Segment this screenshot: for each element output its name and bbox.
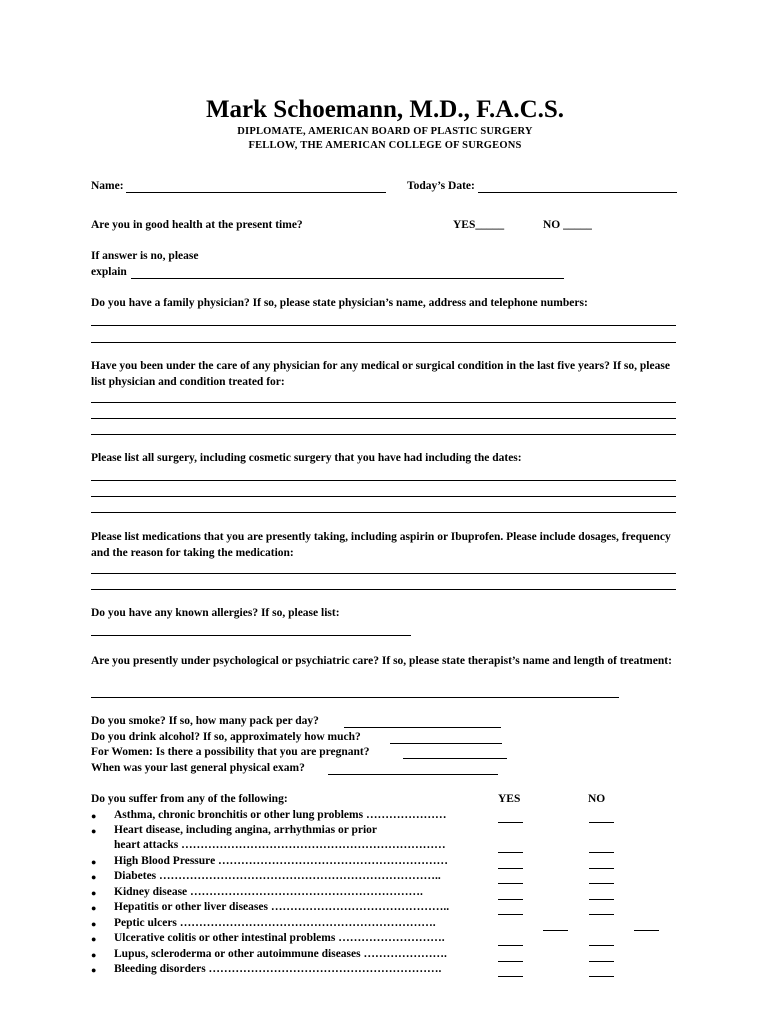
date-label: Today’s Date: — [407, 180, 475, 192]
name-label: Name: — [91, 180, 124, 192]
condition-yes-field[interactable] — [498, 945, 523, 946]
conditions-yes-header: YES — [498, 793, 521, 805]
condition-yes-field[interactable] — [498, 852, 523, 853]
condition-no-field[interactable] — [589, 945, 614, 946]
family-physician-question: Do you have a family physician? If so, please state physician’s name, address and telephone numbers: — [91, 297, 588, 309]
surgery-question: Please list all surgery, including cosmetic surgery that you have had including the dates: — [91, 452, 522, 464]
care-line-1[interactable] — [91, 402, 676, 403]
smoke-question: Do you smoke? If so, how many pack per day? — [91, 715, 319, 727]
care-line-2[interactable] — [91, 418, 676, 419]
condition-item: Kidney disease ……………………………………………………. — [114, 886, 423, 898]
health-question: Are you in good health at the present time? — [91, 219, 303, 231]
condition-item: Diabetes ……………………………………………………………….. — [114, 870, 441, 882]
condition-yes-field[interactable] — [498, 914, 523, 915]
medications-line-2[interactable] — [91, 589, 676, 590]
condition-no-field[interactable] — [634, 930, 659, 931]
alcohol-question: Do you drink alcohol? If so, approximately how much? — [91, 731, 361, 743]
bullet-icon: ● — [91, 826, 97, 836]
condition-yes-field[interactable] — [498, 899, 523, 900]
bullet-icon: ● — [91, 919, 97, 929]
fellow-line: FELLOW, THE AMERICAN COLLEGE OF SURGEONS — [248, 140, 522, 151]
bullet-icon: ● — [91, 950, 97, 960]
bullet-icon: ● — [91, 857, 97, 867]
alcohol-field[interactable] — [390, 743, 502, 744]
condition-item: heart attacks …………………………………………………………… — [114, 839, 446, 851]
physical-field[interactable] — [328, 774, 498, 775]
condition-yes-field[interactable] — [498, 976, 523, 977]
condition-item: Bleeding disorders ……………………………………………………. — [114, 963, 442, 975]
condition-item: Lupus, scleroderma or other autoimmune diseases …………………. — [114, 948, 447, 960]
condition-item: Peptic ulcers …………………………………………………………. — [114, 917, 436, 929]
condition-no-field[interactable] — [589, 914, 614, 915]
condition-no-field[interactable] — [589, 976, 614, 977]
care-question: Have you been under the care of any physician for any medical or surgical condition in the last five years? If so, please list physician and condition treated for: — [91, 360, 670, 388]
condition-no-field[interactable] — [589, 868, 614, 869]
bullet-icon: ● — [91, 888, 97, 898]
doctor-name-title: Mark Schoemann, M.D., F.A.C.S. — [205, 96, 565, 123]
explain-label-1: If answer is no, please — [91, 250, 199, 262]
condition-yes-field[interactable] — [543, 930, 568, 931]
condition-no-field[interactable] — [589, 961, 614, 962]
bullet-icon: ● — [91, 934, 97, 944]
condition-item: Ulcerative colitis or other intestinal problems ………………………. — [114, 932, 445, 944]
psych-question: Are you presently under psychological or psychiatric care? If so, please state therapist’s name and length of treatment: — [91, 655, 672, 667]
date-field[interactable] — [478, 192, 677, 193]
condition-yes-field[interactable] — [498, 868, 523, 869]
condition-yes-field[interactable] — [498, 822, 523, 823]
medications-line-1[interactable] — [91, 573, 676, 574]
explain-field[interactable] — [131, 278, 564, 279]
bullet-icon: ● — [91, 872, 97, 882]
surgery-line-1[interactable] — [91, 480, 676, 481]
bullet-icon: ● — [91, 811, 97, 821]
surgery-line-2[interactable] — [91, 496, 676, 497]
explain-label-2: explain — [91, 266, 127, 278]
physical-question: When was your last general physical exam? — [91, 762, 305, 774]
bullet-icon: ● — [91, 965, 97, 975]
smoke-field[interactable] — [344, 727, 501, 728]
condition-item: High Blood Pressure …………………………………………………… — [114, 855, 449, 867]
condition-no-field[interactable] — [589, 899, 614, 900]
family-physician-line-2[interactable] — [91, 342, 676, 343]
conditions-heading: Do you suffer from any of the following: — [91, 793, 288, 805]
bullet-icon: ● — [91, 903, 97, 913]
condition-no-field[interactable] — [589, 883, 614, 884]
condition-item: Hepatitis or other liver diseases ……………………………………….. — [114, 901, 450, 913]
psych-field[interactable] — [91, 697, 619, 698]
condition-item: Asthma, chronic bronchitis or other lung problems ………………… — [114, 809, 447, 821]
diplomate-line: DIPLOMATE, AMERICAN BOARD OF PLASTIC SURGERY — [237, 126, 533, 137]
conditions-no-header: NO — [588, 793, 606, 805]
care-line-3[interactable] — [91, 434, 676, 435]
allergies-question: Do you have any known allergies? If so, please list: — [91, 607, 340, 619]
condition-no-field[interactable] — [589, 852, 614, 853]
medications-question: Please list medications that you are presently taking, including aspirin or Ibuprofen. Please include dosages, frequency and the reason for taking the medication: — [91, 531, 671, 559]
name-field[interactable] — [126, 192, 386, 193]
pregnant-field[interactable] — [403, 758, 507, 759]
family-physician-line-1[interactable] — [91, 325, 676, 326]
condition-yes-field[interactable] — [498, 961, 523, 962]
surgery-line-3[interactable] — [91, 512, 676, 513]
condition-no-field[interactable] — [589, 822, 614, 823]
allergies-field[interactable] — [91, 635, 411, 636]
health-no-field[interactable]: NO _____ — [543, 219, 592, 231]
health-yes-field[interactable]: YES_____ — [453, 219, 505, 231]
pregnant-question: For Women: Is there a possibility that you are pregnant? — [91, 746, 370, 758]
condition-item: Heart disease, including angina, arrhythmias or prior — [114, 824, 378, 836]
condition-yes-field[interactable] — [498, 883, 523, 884]
